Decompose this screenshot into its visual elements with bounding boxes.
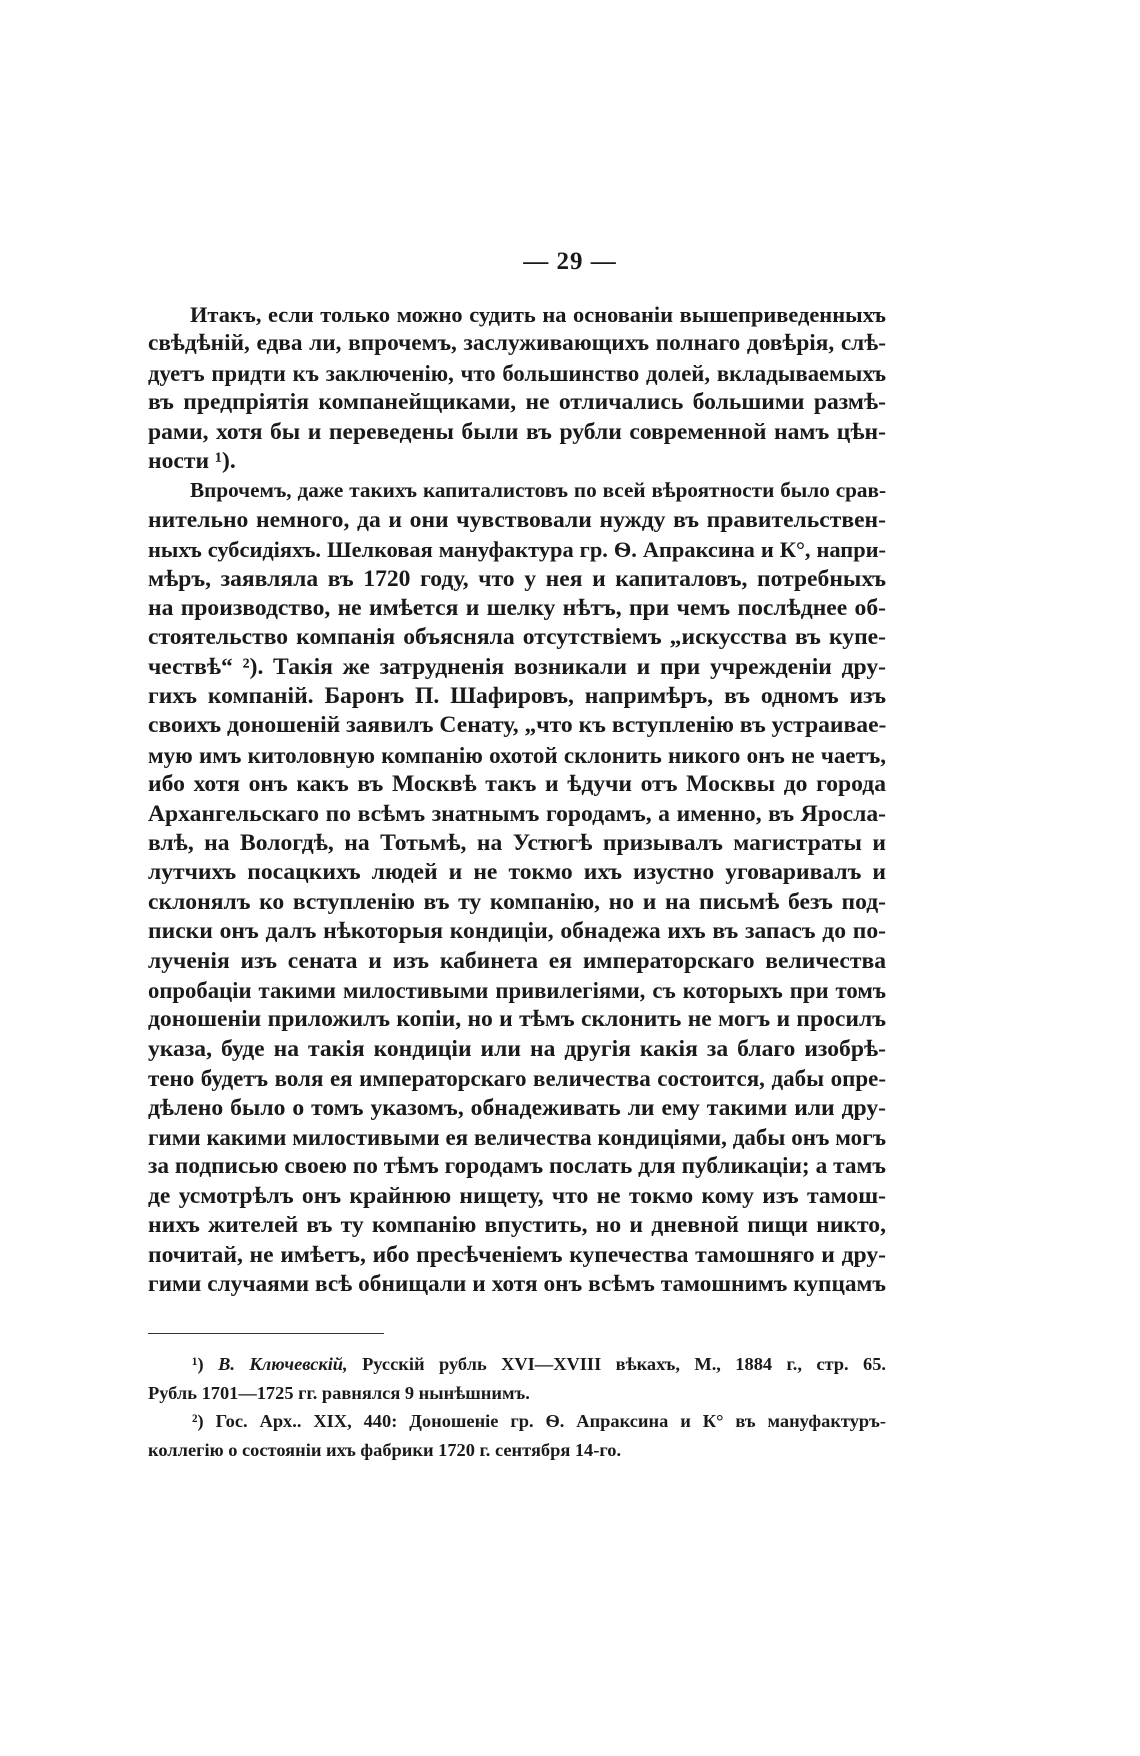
paragraph-1 [148, 300, 886, 476]
text-line: влѣ, на Вологдѣ, на Тотьмѣ, на Устюгѣ призывалъ магистраты и [148, 830, 886, 857]
text-line: указа, буде на такія кондиціи или на другія какія за благо изобрѣ- [148, 1035, 886, 1062]
text-line: опробаціи такими милостивыми привилегіями, съ которыхъ при томъ [148, 977, 886, 1003]
text-line: въ предпріятія компанейщиками, не отличались большими размѣ- [148, 389, 886, 416]
footnote-1-marker: ¹) [192, 1354, 204, 1374]
text-line: за подписью своею по тѣмъ городамъ послать для публикаціи; а тамъ [148, 1153, 886, 1180]
text-line: гими случаями всѣ обнищали и хотя онъ всѣмъ тамошнимъ купцамъ [148, 1270, 886, 1297]
footnote-2 [148, 1407, 886, 1436]
text-line: нихъ жителей въ ту компанію впустить, но и дневной пищи никто, [148, 1212, 886, 1239]
text-line: рами, хотя бы и переведены были въ рубли современной намъ цѣн- [148, 418, 886, 445]
text-line: на производство, не имѣется и шелку нѣтъ, при чемъ послѣднее об- [148, 594, 886, 621]
text-line: дуетъ придти къ заключенію, что большинство долей, вкладываемыхъ [148, 360, 886, 386]
text-line: лученія изъ сената и изъ кабинета ея императорскаго величества [148, 947, 886, 974]
footnotes [148, 1350, 886, 1464]
text-line: тено будетъ воля ея императорскаго величества состоится, дабы опре- [148, 1066, 886, 1092]
footnote-1-line-2: Рубль 1701—1725 гг. равнялся 9 нынѣшнимъ. [148, 1382, 530, 1403]
text-line: мѣръ, заявляла въ 1720 году, что у нея и капиталовъ, потребныхъ [148, 565, 886, 592]
footnote-1-author: В. Ключевскій, [218, 1354, 348, 1374]
text-line: склонялъ ко вступленію въ ту компанію, но и на письмѣ безъ под- [148, 888, 886, 915]
text-line: гими какими милостивыми ея величества кондиціями, дабы онъ могъ [148, 1124, 886, 1150]
footnote-2-text: Гос. Арх.. XIX, 440: Доношеніе гр. Ѳ. Апраксина и К° въ мануфактуръ- [215, 1411, 886, 1431]
text-line: ности ¹). [148, 447, 236, 474]
text-line: Впрочемъ, даже такихъ капиталистовъ по всей вѣроятности было срав- [190, 478, 886, 503]
text-line: Архангельскаго по всѣмъ знатнымъ городамъ, а именно, въ Яросла- [148, 800, 886, 827]
footnote-2-line-2: коллегію о состояніи ихъ фабрики 1720 г. сентября 14-го. [148, 1439, 622, 1460]
text-line: нительно немного, да и они чувствовали нужду въ правительствен- [148, 506, 886, 533]
text-line: ибо хотя онъ какъ въ Москвѣ такъ и ѣдучи отъ Москвы до города [148, 771, 886, 798]
footnote-2-marker: ²) [192, 1411, 204, 1431]
page-number: — 29 — [523, 248, 617, 275]
text-line: свѣдѣній, едва ли, впрочемъ, заслуживающихъ полнаго довѣрія, слѣ- [148, 330, 886, 357]
footnote-1-text: Русскій рубль XVI—XVIII вѣкахъ, М., 1884 г., стр. 65. [362, 1354, 886, 1374]
text-line: стоятельство компанія объясняла отсутствіемъ „искусства въ купе- [148, 624, 886, 651]
text-line: гихъ компаній. Баронъ П. Шафировъ, напримѣръ, въ одномъ изъ [148, 683, 886, 710]
text-line: дѣлено было о томъ указомъ, обнадеживать ли ему такими или дру- [148, 1094, 886, 1121]
text-line: лутчихъ посацкихъ людей и не токмо ихъ изустно уговаривалъ и [148, 859, 886, 886]
footnote-1 [148, 1350, 886, 1379]
text-line: Итакъ, если только можно судить на основаніи вышеприведенныхъ [190, 302, 886, 327]
text-line: доношеніи приложилъ копіи, но и тѣмъ склонить не могъ и просилъ [148, 1006, 886, 1033]
main-text [148, 300, 886, 1299]
text-line: чествѣ“ ²). Такія же затрудненія возникали и при учрежденіи дру- [148, 653, 886, 680]
text-line: почитай, не имѣетъ, ибо пресѣченіемъ купечества тамошняго и дру- [148, 1241, 886, 1268]
text-line: писки онъ далъ нѣкоторыя кондиціи, обнадежа ихъ въ запасъ до по- [148, 918, 886, 945]
text-line: своихъ доношеній заявилъ Сенату, „что къ вступленію въ устраивае- [148, 712, 886, 739]
text-line: де усмотрѣлъ онъ крайнюю нищету, что не токмо кому изъ тамош- [148, 1182, 886, 1209]
text-line: мую имъ китоловную компанію охотой склонить никого онъ не чаетъ, [148, 742, 886, 768]
paragraph-2 [148, 476, 886, 1299]
footnote-divider [148, 1333, 384, 1334]
text-line: ныхъ субсидіяхъ. Шелковая мануфактура гр. Ѳ. Апраксина и К°, напри- [148, 537, 886, 563]
